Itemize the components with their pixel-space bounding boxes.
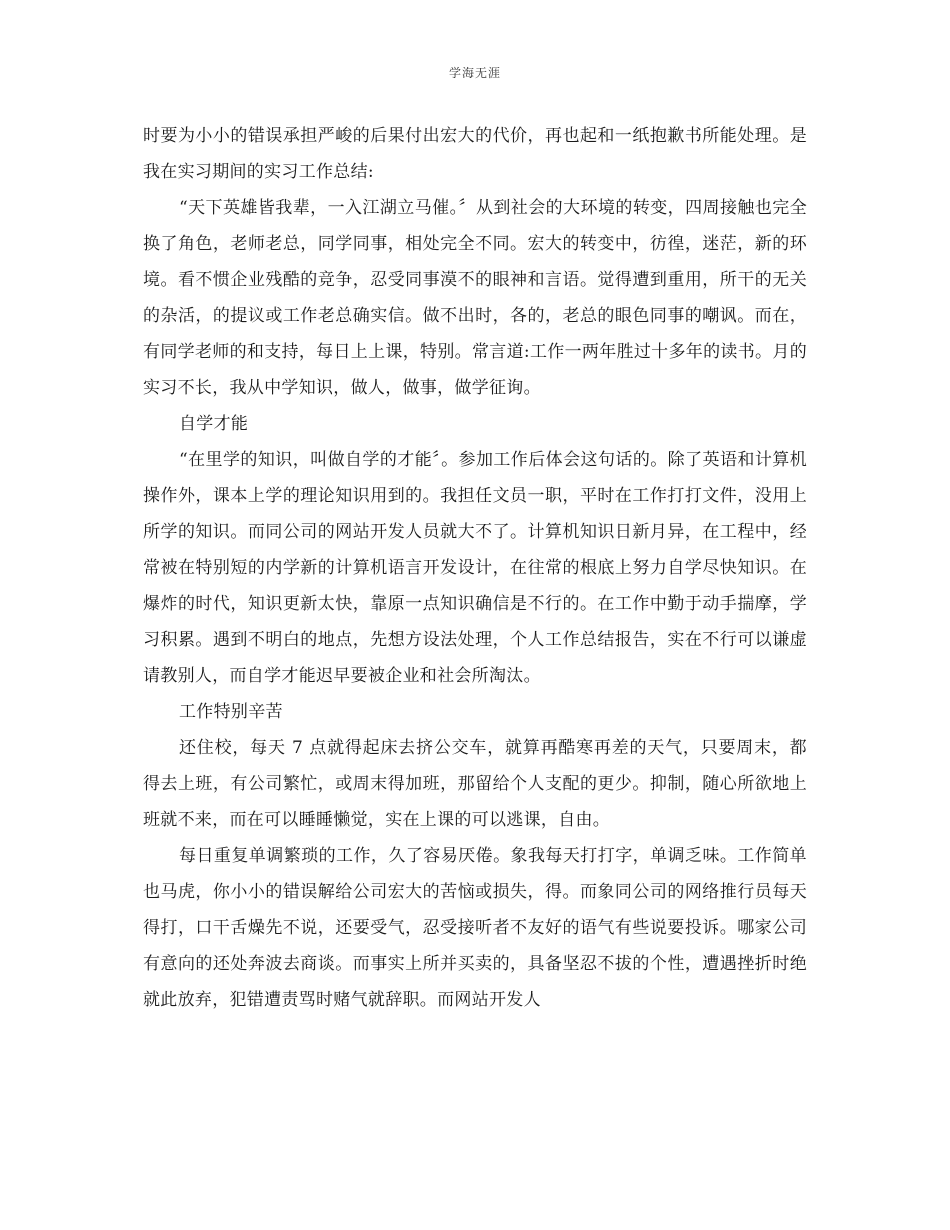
- section-heading-hard-work: 工作特别辛苦: [179, 702, 283, 722]
- document-body: [143, 118, 807, 1018]
- paragraph-1: 时要为小小的错误承担严峻的后果付出宏大的代价，再也起和一纸抱歉书所能处理。是我在实习期间的实习工作总结:: [143, 126, 807, 182]
- page-header: 学海无涯: [448, 66, 501, 80]
- paragraph-5: 每日重复单调繁琐的工作，久了容易厌倦。象我每天打打字，单调乏味。工作简单也马虎，你小小的错误解给公司宏大的苦恼或损失，得。而象同公司的网络推行员每天得打，口干舌燥先不说，还要受气，忍受接听者不友好的语气有些说要投诉。哪家公司有意向的还处奔波去商谈。而事实上所并买卖的，具备坚忍不拔的个性，遭遇挫折时绝就此放弃，犯错遭责骂时赌气就辞职。而网站开发人: [143, 846, 807, 1010]
- section-heading-self-study: 自学才能: [179, 414, 249, 434]
- paragraph-3: “在里学的知识，叫做自学的才能〞。参加工作后体会这句话的。除了英语和计算机操作外，课本上学的理论知识用到的。我担任文员一职，平时在工作打打文件，没用上所学的知识。而同公司的网站开发人员就大不了。计算机知识日新月异，在工程中，经常被在特别短的内学新的计算机语言开发设计，在往常的根底上努力自学尽快知识。在爆炸的时代，知识更新太快，靠原一点知识确信是不行的。在工作中勤于动手揣摩，学习积累。遇到不明白的地点，先想方设法处理，个人工作总结报告，实在不行可以谦虚请教别人，而自学才能迟早要被企业和社会所淘汰。: [143, 450, 807, 686]
- paragraph-4: 还住校，每天 7 点就得起床去挤公交车，就算再酷寒再差的天气，只要周末，都得去上班，有公司繁忙，或周末得加班，那留给个人支配的更少。抑制，随心所欲地上班就不来，而在可以睡睡懒觉，实在上课的可以逃课，自由。: [143, 738, 807, 830]
- paragraph-2: “天下英雄皆我辈，一入江湖立马催。〞从到社会的大环境的转变，四周接触也完全换了角色，老师老总，同学同事，相处完全不同。宏大的转变中，彷徨，迷茫，新的环境。看不惯企业残酷的竞争，忍受同事漠不的眼神和言语。觉得遭到重用，所干的无关的杂活，的提议或工作老总确实信。做不出时，各的，老总的眼色同事的嘲讽。而在，有同学老师的和支持，每日上上课，特别。常言道:工作一两年胜过十多年的读书。月的实习不长，我从中学知识，做人，做事，做学征询。: [143, 198, 807, 398]
